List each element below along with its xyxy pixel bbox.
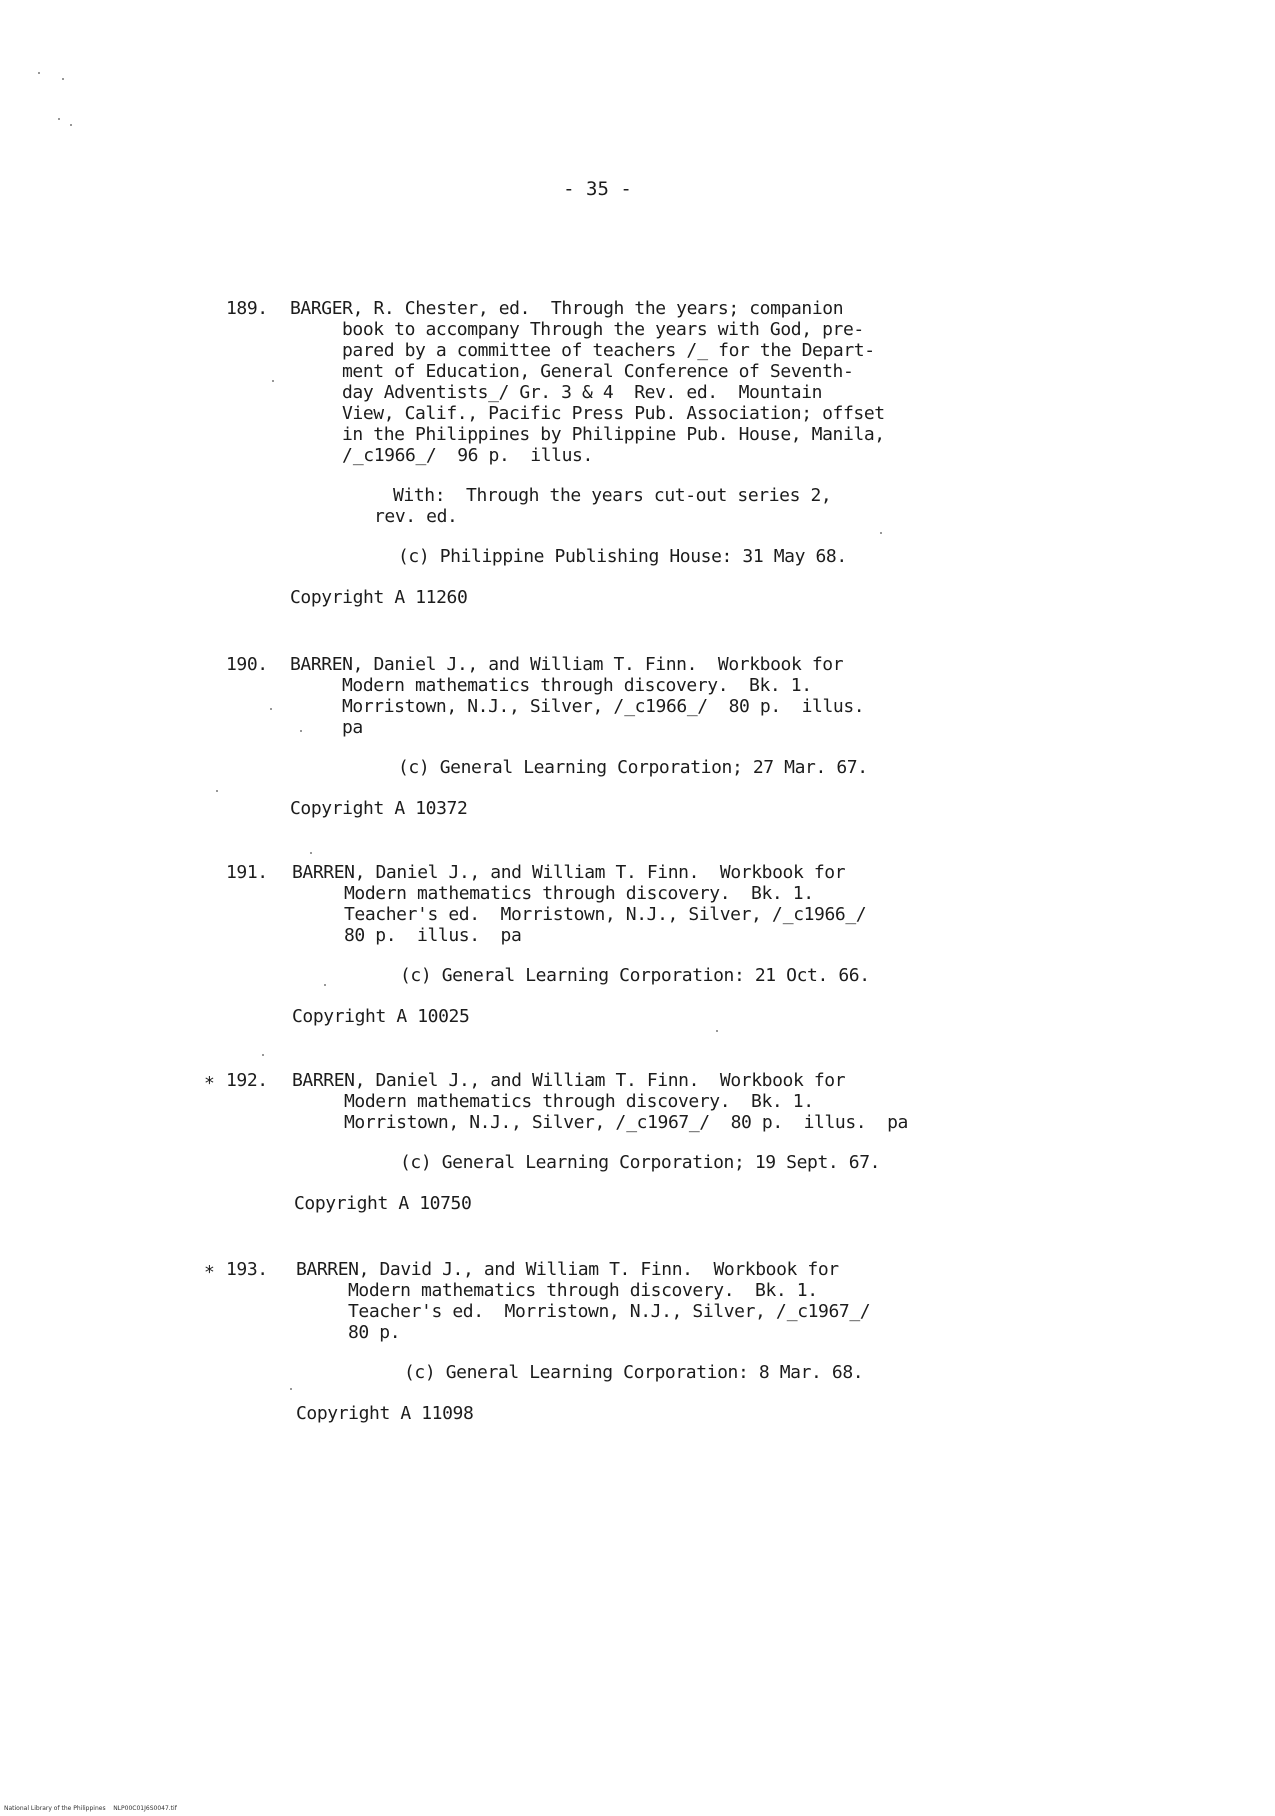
entry-claimant: (c) General Learning Corporation; 27 Mar. 67. [398, 757, 868, 778]
entry-line: Morristown, N.J., Silver, /̲c1966_/ 80 p. illus. [342, 696, 865, 717]
entry-line: 80 p. illus. pa [344, 925, 522, 946]
entry-line: BARREN, Daniel J., and William T. Finn. Workbook for [292, 1070, 846, 1091]
entry-number: 192. [226, 1070, 268, 1091]
entry-line: ment of Education, General Conference of Seventh- [342, 361, 854, 382]
entry-copyright: Copyright A 10372 [290, 798, 468, 819]
entry-number: 193. [226, 1259, 268, 1280]
entry-note: rev. ed. [374, 506, 458, 527]
entry-star: * [204, 1262, 215, 1283]
entry-line: Morristown, N.J., Silver, /̲c1967_/ 80 p. illus. pa [344, 1112, 908, 1133]
entry-line: BARREN, Daniel J., and William T. Finn. Workbook for [290, 654, 844, 675]
entry-copyright: Copyright A 10750 [294, 1193, 472, 1214]
entry-claimant: (c) General Learning Corporation; 19 Sept. 67. [400, 1152, 881, 1173]
entry-claimant: (c) Philippine Publishing House: 31 May 68. [398, 546, 847, 567]
entry-line: Teacher's ed. Morristown, N.J., Silver, /̲c1967_/ [348, 1301, 871, 1322]
entry-line: pared by a committee of teachers /̲ for the Depart- [342, 340, 875, 361]
scan-footer: National Library of the Philippines NLP00C01J6S0047.tif [4, 1805, 177, 1812]
entry-line: View, Calif., Pacific Press Pub. Association; offset [342, 403, 885, 424]
entry-claimant: (c) General Learning Corporation: 21 Oct. 66. [400, 965, 870, 986]
entry-line: Modern mathematics through discovery. Bk. 1. [342, 675, 812, 696]
entry-line: Modern mathematics through discovery. Bk. 1. [344, 1091, 814, 1112]
entry-number: 191. [226, 862, 268, 883]
entry-line: Modern mathematics through discovery. Bk. 1. [348, 1280, 818, 1301]
entry-line: pa [342, 717, 363, 738]
entry-star: * [204, 1073, 215, 1094]
entry-line: BARGER, R. Chester, ed. Through the years; companion [290, 298, 844, 319]
page-number: - 35 - [563, 178, 632, 200]
entry-line: in the Philippines by Philippine Pub. House, Manila, [342, 424, 885, 445]
entry-number: 190. [226, 654, 268, 675]
entry-line: Modern mathematics through discovery. Bk. 1. [344, 883, 814, 904]
entry-number: 189. [226, 298, 268, 319]
entry-copyright: Copyright A 10025 [292, 1006, 470, 1027]
entry-line: /̲c1966_/ 96 p. illus. [342, 445, 593, 466]
entry-note: With: Through the years cut-out series 2, [393, 485, 832, 506]
entry-line: 80 p. [348, 1322, 401, 1343]
entry-line: BARREN, David J., and William T. Finn. Workbook for [296, 1259, 839, 1280]
entry-line: book to accompany Through the years with God, pre- [342, 319, 864, 340]
entry-line: BARREN, Daniel J., and William T. Finn. Workbook for [292, 862, 846, 883]
entry-claimant: (c) General Learning Corporation: 8 Mar. 68. [404, 1362, 864, 1383]
entry-line: day Adventists_/ Gr. 3 & 4 Rev. ed. Mountain [342, 382, 823, 403]
entry-line: Teacher's ed. Morristown, N.J., Silver, /̲c1966_/ [344, 904, 867, 925]
entry-copyright: Copyright A 11260 [290, 587, 468, 608]
entry-copyright: Copyright A 11098 [296, 1403, 474, 1424]
